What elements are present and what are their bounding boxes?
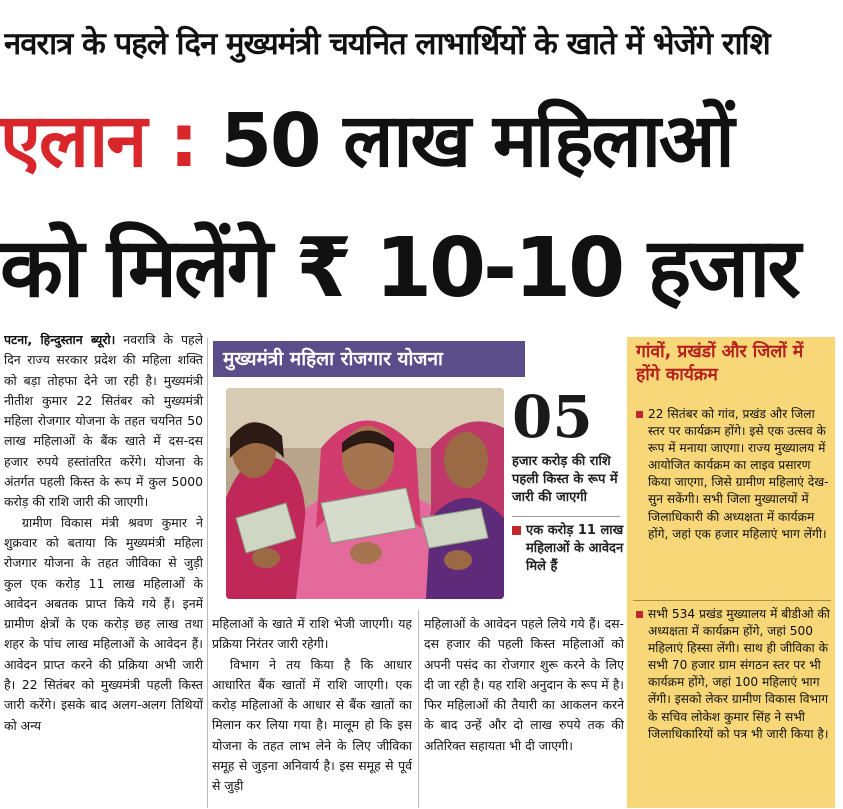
stat-number: 05: [512, 383, 593, 451]
article-p1-text: नवरात्रि के पहले दिन राज्य सरकार प्रदेश की महिला शक्ति को बड़ा तोहफा देने जा रही है। मुख्यमंत्री नीतीश कुमार 22 सितंबर को मुख्यमंत्री महिला रोजगार योजना के तहत चयनित 50 लाख महिलाओं के बैंक खाते में दस-दस हजार रुपये हस्तांतरित करेंगे। योजना के अंतर्गत पहली किस्त के रूप में कुल 5000 करोड़ की राशि जारी की जाएगी।: [4, 332, 203, 510]
scheme-banner: मुख्यमंत्री महिला रोजगार योजना: [213, 341, 525, 377]
headline-line-1: [0, 82, 843, 200]
article-paragraph-1: [4, 330, 203, 513]
stat-bullet: [512, 522, 624, 576]
headline-line-1-rest: 50 लाख महिलाओं: [220, 98, 733, 184]
article-c2-paragraph-2: विभाग ने तय किया है कि आधार आधारित बैंक खातों में राशि जाएगी। एक करोड़ महिलाओं के आधार से बैंक खातों का मिलान कर लिया गया है। मालूम हो कि इस योजना के तहत लाभ लेने के लिए जीविका समूह से जुड़ना अनिवार्य है। इस समूह से पूर्व से जुड़ी: [212, 656, 412, 794]
article-column-2: [212, 614, 412, 808]
column-rule: [207, 338, 208, 808]
headline-line-2: को मिलेंगे ₹ 10-10 हजार: [0, 221, 798, 316]
bullet-square-icon: [512, 526, 521, 535]
women-holding-cash-photo: [226, 388, 504, 599]
headline-red-part: एलान :: [0, 98, 197, 184]
kicker-headline: नवरात्र के पहले दिन मुख्यमंत्री चयनित लाभार्थियों के खाते में भेजेंगे राशि: [4, 26, 770, 62]
article-paragraph-2: ग्रामीण विकास मंत्री श्रवण कुमार ने शुक्रवार को बताया कि मुख्यमंत्री महिला रोजगार योजना के तहत जीविका से जुड़ी कुल एक करोड़ 11 लाख महिलाओं के आवेदन अबतक प्राप्त किये गये हैं। इनमें ग्रामीण क्षेत्रों के एक करोड़ छह लाख तथा शहर के पांच लाख महिलाओं के आवेदन हैं। आवेदन प्राप्त करने की प्रक्रिया अभी जारी है। 22 सितंबर को मुख्यमंत्री पहली किस्त जारी करेंगे। इसके बाद अलग-अलग तिथियों को अन्य: [4, 514, 203, 733]
bullet-square-icon: [636, 611, 643, 618]
column-rule: [418, 610, 419, 808]
sidebar-item-1-text: 22 सितंबर को गांव, प्रखंड और जिला स्तर पर कार्यक्रम होंगे। इसे एक उत्सव के रूप में मनाया जाएगा। राज्य मुख्यालय में आयोजित कार्यक्रम का लाइव प्रसारण किया जाएगा, जिसे ग्रामीण महिलाएं देख-सुन सकेंगी। सभी जिला मुख्यालयों में जिलाधिकारी की अध्यक्षता में कार्यक्रम होंगे, जहां एक हजार महिलाएं भाग लेंगी।: [648, 407, 829, 541]
sidebar-item-1: [636, 406, 830, 543]
stat-caption: हजार करोड़ की राशि पहली किस्त के रूप में जारी की जाएगी: [512, 454, 618, 505]
bullet-square-icon: [636, 411, 643, 418]
sidebar-title: गांवों, प्रखंडों और जिलों में होंगे कार्यक्रम: [636, 342, 804, 385]
article-c3-paragraph-1: महिलाओं के आवेदन पहले लिये गये हैं। दस-दस हजार की पहली किस्त महिलाओं को अपनी पसंद का रोजगार शुरू करने के लिए दी जा रही है। यह राशि अनुदान के रूप में है। फिर महिलाओं की तैयारी का आकलन करने के बाद उन्हें और दो लाख रुपये तक की अतिरिक्त सहायता भी दी जाएगी।: [424, 616, 624, 753]
sidebar-item-2-text: सभी 534 प्रखंड मुख्यालय में बीडीओ की अध्यक्षता में कार्यक्रम होंगे, जहां 500 महिलाएं हिस्सा लेंगी। साथ ही जीविका के सभी 70 हजार ग्राम संगठन स्तर पर भी कार्यक्रम होंगे, जहां 100 महिलाएं भाग लेंगी। इसको लेकर ग्रामीण विकास विभाग के सचिव लोकेश कुमार सिंह ने सभी जिलाधिकारियों को पत्र भी जारी किया है।: [648, 607, 830, 741]
article-column-3: [424, 614, 624, 808]
stat-divider: [512, 516, 620, 517]
stat-bullet-text: एक करोड़ 11 लाख महिलाओं के आवेदन मिले हैं: [526, 523, 624, 574]
sidebar-item-2: [636, 606, 830, 743]
photo-illustration: [226, 388, 504, 599]
byline: पटना, हिन्दुस्तान ब्यूरो।: [4, 332, 116, 347]
article-column-1: [4, 330, 203, 808]
sidebar-divider: [633, 600, 831, 601]
article-c2-paragraph-1: महिलाओं के खाते में राशि भेजी जाएगी। यह प्रक्रिया निरंतर जारी रहेगी।: [212, 616, 412, 652]
